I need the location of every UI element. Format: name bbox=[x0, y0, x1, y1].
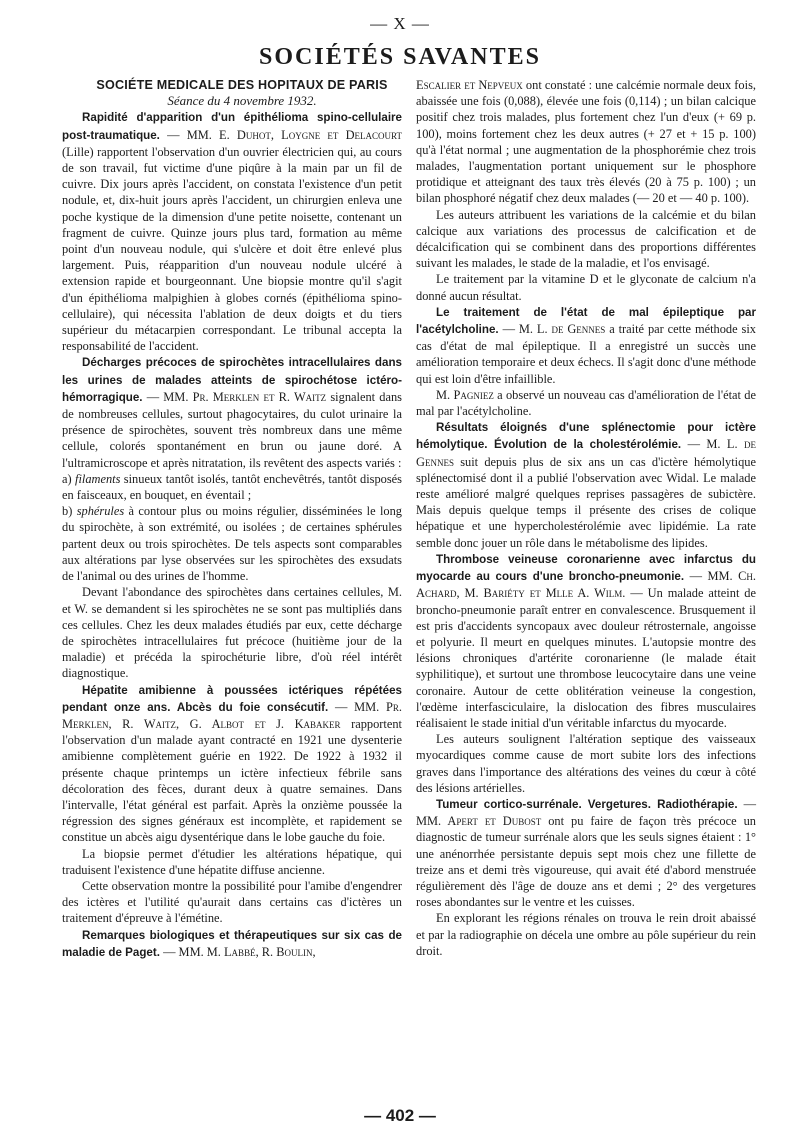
article-body: a traité par cette méthode six cas d'état de mal épileptique. Il a enregistré un succès une amélioration temporaire et deux échecs. Il s'agit donc d'une méthode qui est loin d'être infaillible. bbox=[416, 322, 756, 386]
list-term: filaments bbox=[75, 471, 121, 486]
article-spirochetes bbox=[62, 354, 402, 470]
right-column bbox=[416, 77, 756, 959]
article-paragraph bbox=[416, 387, 756, 419]
article-authors: — MM. Ch. Achard, M. Bariéty et Mlle A. Wilm. bbox=[416, 569, 756, 601]
article-authors: — M. L. de Gennes bbox=[502, 322, 606, 337]
article-authors: — MM. Apert et Dubost bbox=[416, 796, 756, 829]
article-body: signalent dans de nombreuses cellules, surtout phagocytaires, du culot urinaire la présence de spirochètes, souvent très nombreux dans une même cellule, colorés spontanément en brun ou jaune doré. A l'ultramicroscope et après nitratation, ils revêtent des aspects variés : bbox=[62, 389, 402, 470]
article-body: rapportent l'observation d'un malade ayant contracté en 1921 une dysenterie amibienne complètement guérie en 1922. De 1922 à 1932 il présente chaque printemps un ictère infectieux fébrile sans décoloration des fèces, durant deux à quatre semaines. Dans l'intervalle, l'état général est parfait. Après la onzième poussée la régression des signes généraux est incomplète, et rapidement se constitue un abcès aigu dysentérique dans le lobe gauche du foie. bbox=[62, 716, 402, 845]
article-paragraph: Cette observation montre la possibilité pour l'amibe d'engendrer des ictères et l'utilité qu'aurait dans certains cas d'ictères un traitement d'épreuve à l'émétine. bbox=[62, 878, 402, 926]
list-marker: b) bbox=[62, 504, 73, 519]
article-title: Remarques biologiques et thérapeutiques sur six cas de maladie de Paget. bbox=[62, 928, 402, 959]
article-paget bbox=[62, 927, 402, 961]
article-tumeur bbox=[416, 796, 756, 910]
article-authors: — MM. E. Duhot, Loygne et Delacourt bbox=[167, 127, 402, 142]
article-body: (Lille) rapportent l'observation d'un ouvrier électricien qui, au cours de son travail, fut victime d'une piqûre à la main par un fil de cuivre. Dix jours après l'accident, on constata l'existence d'un petit nodule, et, dix-huit jours après l'accident, un chirurgien enleva une poche kystique de la dimension d'une petite noisette, contenant un fragment de cuivre. Quinze jours plus tard, formation au même point d'un nouveau nodule, qui s'ulcère et doit être enlevé plus largement. Puis, réapparition d'un nouveau nodule ulcéré à extension rapide et bourgeonnant. Une biopsie montre qu'il s'agit d'un épithélioma malpighien à globes cornés (épithélioma spino-cellulaire), qui nécessita l'ablation de deux doigts et du tiers supérieur du métacarpien correspondant. Le tribunal accepta la responsabilité de l'accident. bbox=[62, 144, 402, 354]
list-text: à contour plus ou moins régulier, disséminées le long du spirochète, à son extrémité, ou isolées ; de certaines sphérules partent deux ou trois spirochètes. De tels aspects sont comparables aux altérations par lyse observées sur les spirochètes des exsudats de l'animal ou des urines de l'homme. bbox=[62, 504, 402, 584]
article-epithelioma bbox=[62, 109, 402, 354]
list-text: sinueux tantôt isolés, tantôt enchevêtrés, tantôt disposés en faisceaux, en bouquet, en éventail ; bbox=[62, 471, 402, 503]
list-item-spherules bbox=[62, 503, 402, 584]
article-authors: — MM. M. Labbé, R. Boulin, bbox=[163, 944, 316, 959]
article-body: a observé un nouveau cas d'amélioration de l'état de mal par l'acétylcholine. bbox=[416, 387, 756, 419]
article-paragraph: Les auteurs attribuent les variations de la calcémie et du bilan calcique aux variations des processus de calcification et de décalcification qui se combinent dans des proportions différentes suivant les malades, le stade de la maladie, et l'os envisagé. bbox=[416, 207, 756, 271]
article-title: Le traitement de l'état de mal épileptique par l'acétylcholine. bbox=[416, 305, 756, 337]
article-title: Tumeur cortico-surrénale. Vergetures. Radiothérapie. bbox=[436, 797, 738, 811]
article-authors: — MM. Pr. Merklen et R. Waitz bbox=[146, 389, 327, 404]
article-thrombose bbox=[416, 551, 756, 731]
left-column bbox=[62, 77, 402, 961]
list-term: sphérules bbox=[76, 504, 125, 519]
article-paragraph: En explorant les régions rénales on trouva le rein droit abaissé et par la radiographie on décela une ombre au pôle supérieur du rein droit. bbox=[416, 911, 756, 958]
article-paragraph: Le traitement par la vitamine D et le glyconate de calcium n'a donné aucun résultat. bbox=[416, 272, 756, 303]
section-title: SOCIÉTÉS SAVANTES bbox=[259, 44, 541, 70]
article-title: Thrombose veineuse coronarienne avec infarctus du myocarde au cours d'une broncho-pneumonie. bbox=[416, 552, 756, 584]
article-paragraph: La biopsie permet d'étudier les altérations hépatique, qui traduisent l'existence d'une hépatite diffuse ancienne. bbox=[62, 846, 402, 877]
article-splenectomie bbox=[416, 419, 756, 551]
article-body: ont pu faire de façon très précoce un diagnostic de tumeur surrénale alors que les seuls signes étaient : 1° une anénorrhée persistante depuis sept mois chez une fillette de treize ans et demi très vigoureuse, qui avait été d'abord menstruée régulièrement dès l'âge de douze ans et demi ; 2° des vergetures roses abondantes sur le ventre et les cuisses. bbox=[416, 814, 756, 910]
article-paget-continued bbox=[416, 77, 756, 207]
article-title: Décharges précoces de spirochètes intracellulaires dans les urines de malades atteints de spirochétose ictéro-hémorragique. bbox=[62, 356, 402, 404]
session-date: Séance du 4 novembre 1932. bbox=[167, 93, 317, 109]
list-marker: a) bbox=[62, 471, 72, 486]
article-body: suit depuis plus de six ans un cas d'ictère hémolytique splénectomisé dont il a publié l'observation avec Widal. Le malade reste amélioré malgré quelques reprises passagères de subictère. Mais depuis quelque temps il présente des crises de colique hépatique et une hypercholestérolémie avec lipidémie. La rate semble donc jouer un rôle dans le métabolisme des lipides. bbox=[416, 454, 756, 550]
article-authors: — MM. Pr. Merklen, R. Waitz, G. Albot et J. Kabaker bbox=[62, 699, 402, 731]
article-hepatite bbox=[62, 682, 402, 846]
article-title: Résultats éloignés d'une splénectomie pour ictère hémolytique. Évolution de la cholestérolémie. bbox=[416, 421, 756, 452]
article-paragraph: Les auteurs soulignent l'altération septique des vaisseaux myocardiques comme cause de mort subite lors des infections graves dans l'importance des altérations des veines du cœur à côté des lésions artérielles. bbox=[416, 732, 756, 795]
society-name: SOCIÉTE MEDICALE DES HOPITAUX DE PARIS bbox=[96, 78, 388, 92]
article-authors: — M. L. de Gennes bbox=[416, 437, 756, 469]
article-authors: M. Pagniez bbox=[436, 387, 494, 402]
article-authors: Escalier et Nepveux bbox=[416, 78, 523, 92]
article-body: — Un malade atteint de broncho-pneumonie paraît entrer en convalescence. Brusquement il est pris d'accidents syncopaux avec douleur rétrosternale, angoisse et polyurie. Il meurt en quelques minutes. L'autopsie montre des lésions chroniques d'artérite coronarienne (le malade était syphilitique), et surtout une thrombose leucocytaire dans une veine coronaire. Autour de cette oblitération veineuse la congestion, l'œdème interfasciculaire, la dislocation des fibres musculaires réalisaient le stade initial d'un véritable infarctus du myocarde. bbox=[416, 586, 757, 730]
roman-page-number: — X — bbox=[370, 14, 430, 33]
article-paragraph: Devant l'abondance des spirochètes dans certaines cellules, M. et W. se demandent si les spirochètes ne se sont pas multipliés dans ces cellules. Chez les deux malades étudiés par eux, cette décharge de spirochètes intracellulaires fut précoce (huitième jour de la maladie) et précéda la spirochéturie libre, d'où réel intérêt diagnostique. bbox=[62, 585, 402, 681]
article-body: ont constaté : une calcémie normale deux fois, abaissée une fois (0,088), élevée une fois (0,114) ; un bilan calcique positif chez trois malades, plus fortement chez l'un d'eux (+ 69 p. 100), moins fortement chez les deux autres (+ 27 et + 15 p. 100) qu'à l'état normal ; une augmentation de la phosphorémie chez trois malades, l'augmentation portant uniquement sur le phosphore protidique et atteignant des taux très élevés (20 à 75 p. 100) ; un bilan phosphoré négatif chez deux malades (— 20 et — 40 p. 100). bbox=[416, 78, 756, 206]
article-acetylcholine bbox=[416, 304, 756, 387]
article-title: Hépatite amibienne à poussées ictériques répétées pendant onze ans. Abcès du foie consécutif. bbox=[62, 683, 402, 714]
article-title: Rapidité d'apparition d'un épithélioma spino-cellulaire post-traumatique. bbox=[62, 111, 402, 142]
page-number: — 402 — bbox=[364, 1106, 436, 1125]
list-item-filaments bbox=[62, 471, 402, 503]
